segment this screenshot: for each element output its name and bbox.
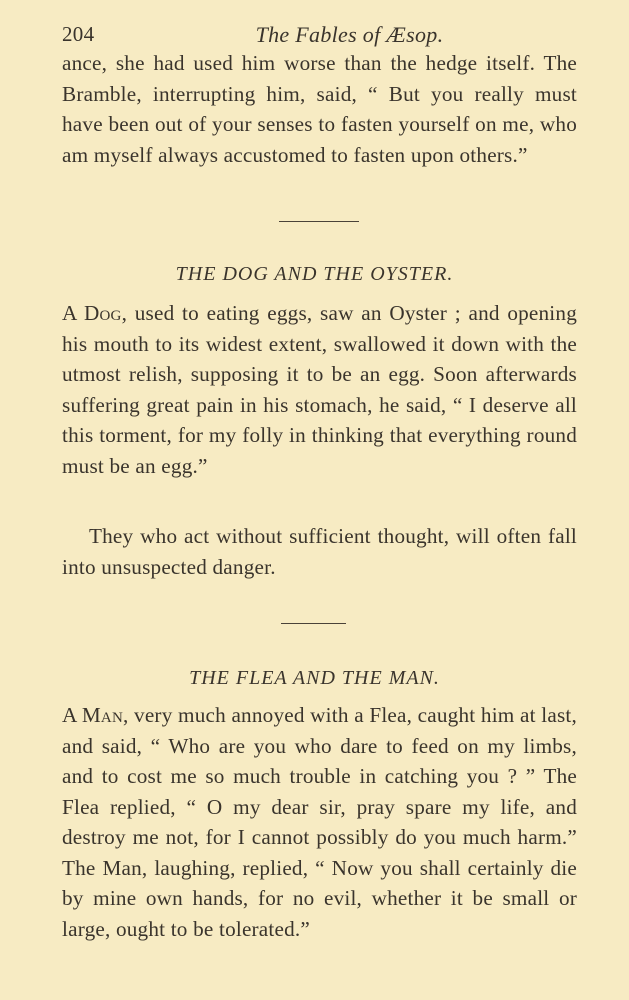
- fable-moral-dog-oyster: They who act without sufficient thought, will often fall into unsuspected danger.: [62, 524, 577, 579]
- fable-body-text: used to eating eggs, saw an Oyster ; and opening his mouth to its widest extent, swallowed it down with the utmost relish, supposing it to be an egg. Soon afterwards suffering great pain in his stomach, he said, “ I deserve all this torment, for my folly in thinking that everything round must be an egg.”: [62, 301, 577, 478]
- section-divider: [281, 623, 346, 624]
- fable-body-flea-man: [62, 700, 577, 944]
- page-number: 204: [62, 22, 95, 46]
- section-divider: [279, 221, 359, 222]
- fable-lead-word: A Man,: [62, 703, 129, 727]
- fable-title-flea-man: THE FLEA AND THE MAN.: [189, 667, 440, 689]
- fable-body-text: very much annoyed with a Flea, caught him at last, and said, “ Who are you who dare to feed on my limbs, and to cost me so much trouble in catching you ? ” The Flea replied, “ O my dear sir, pray spare my life, and destroy me not, for I cannot possibly do you much harm.” The Man, laughing, replied, “ Now you shall certainly die by mine own hands, for no evil, whether it be small or large, ought to be tolerated.”: [62, 703, 577, 941]
- fable-lead-word: A Dog,: [62, 301, 128, 325]
- continuation-paragraph: ance, she had used him worse than the hedge itself. The Bramble, interrupting him, said, “ But you really must have been out of your senses to fasten yourself on me, who am myself always accustomed to fasten upon others.”: [62, 51, 577, 167]
- fable-title-dog-oyster: THE DOG AND THE OYSTER.: [175, 263, 454, 285]
- fable-body-dog-oyster: [62, 298, 577, 481]
- running-title: The Fables of Æsop.: [255, 22, 444, 47]
